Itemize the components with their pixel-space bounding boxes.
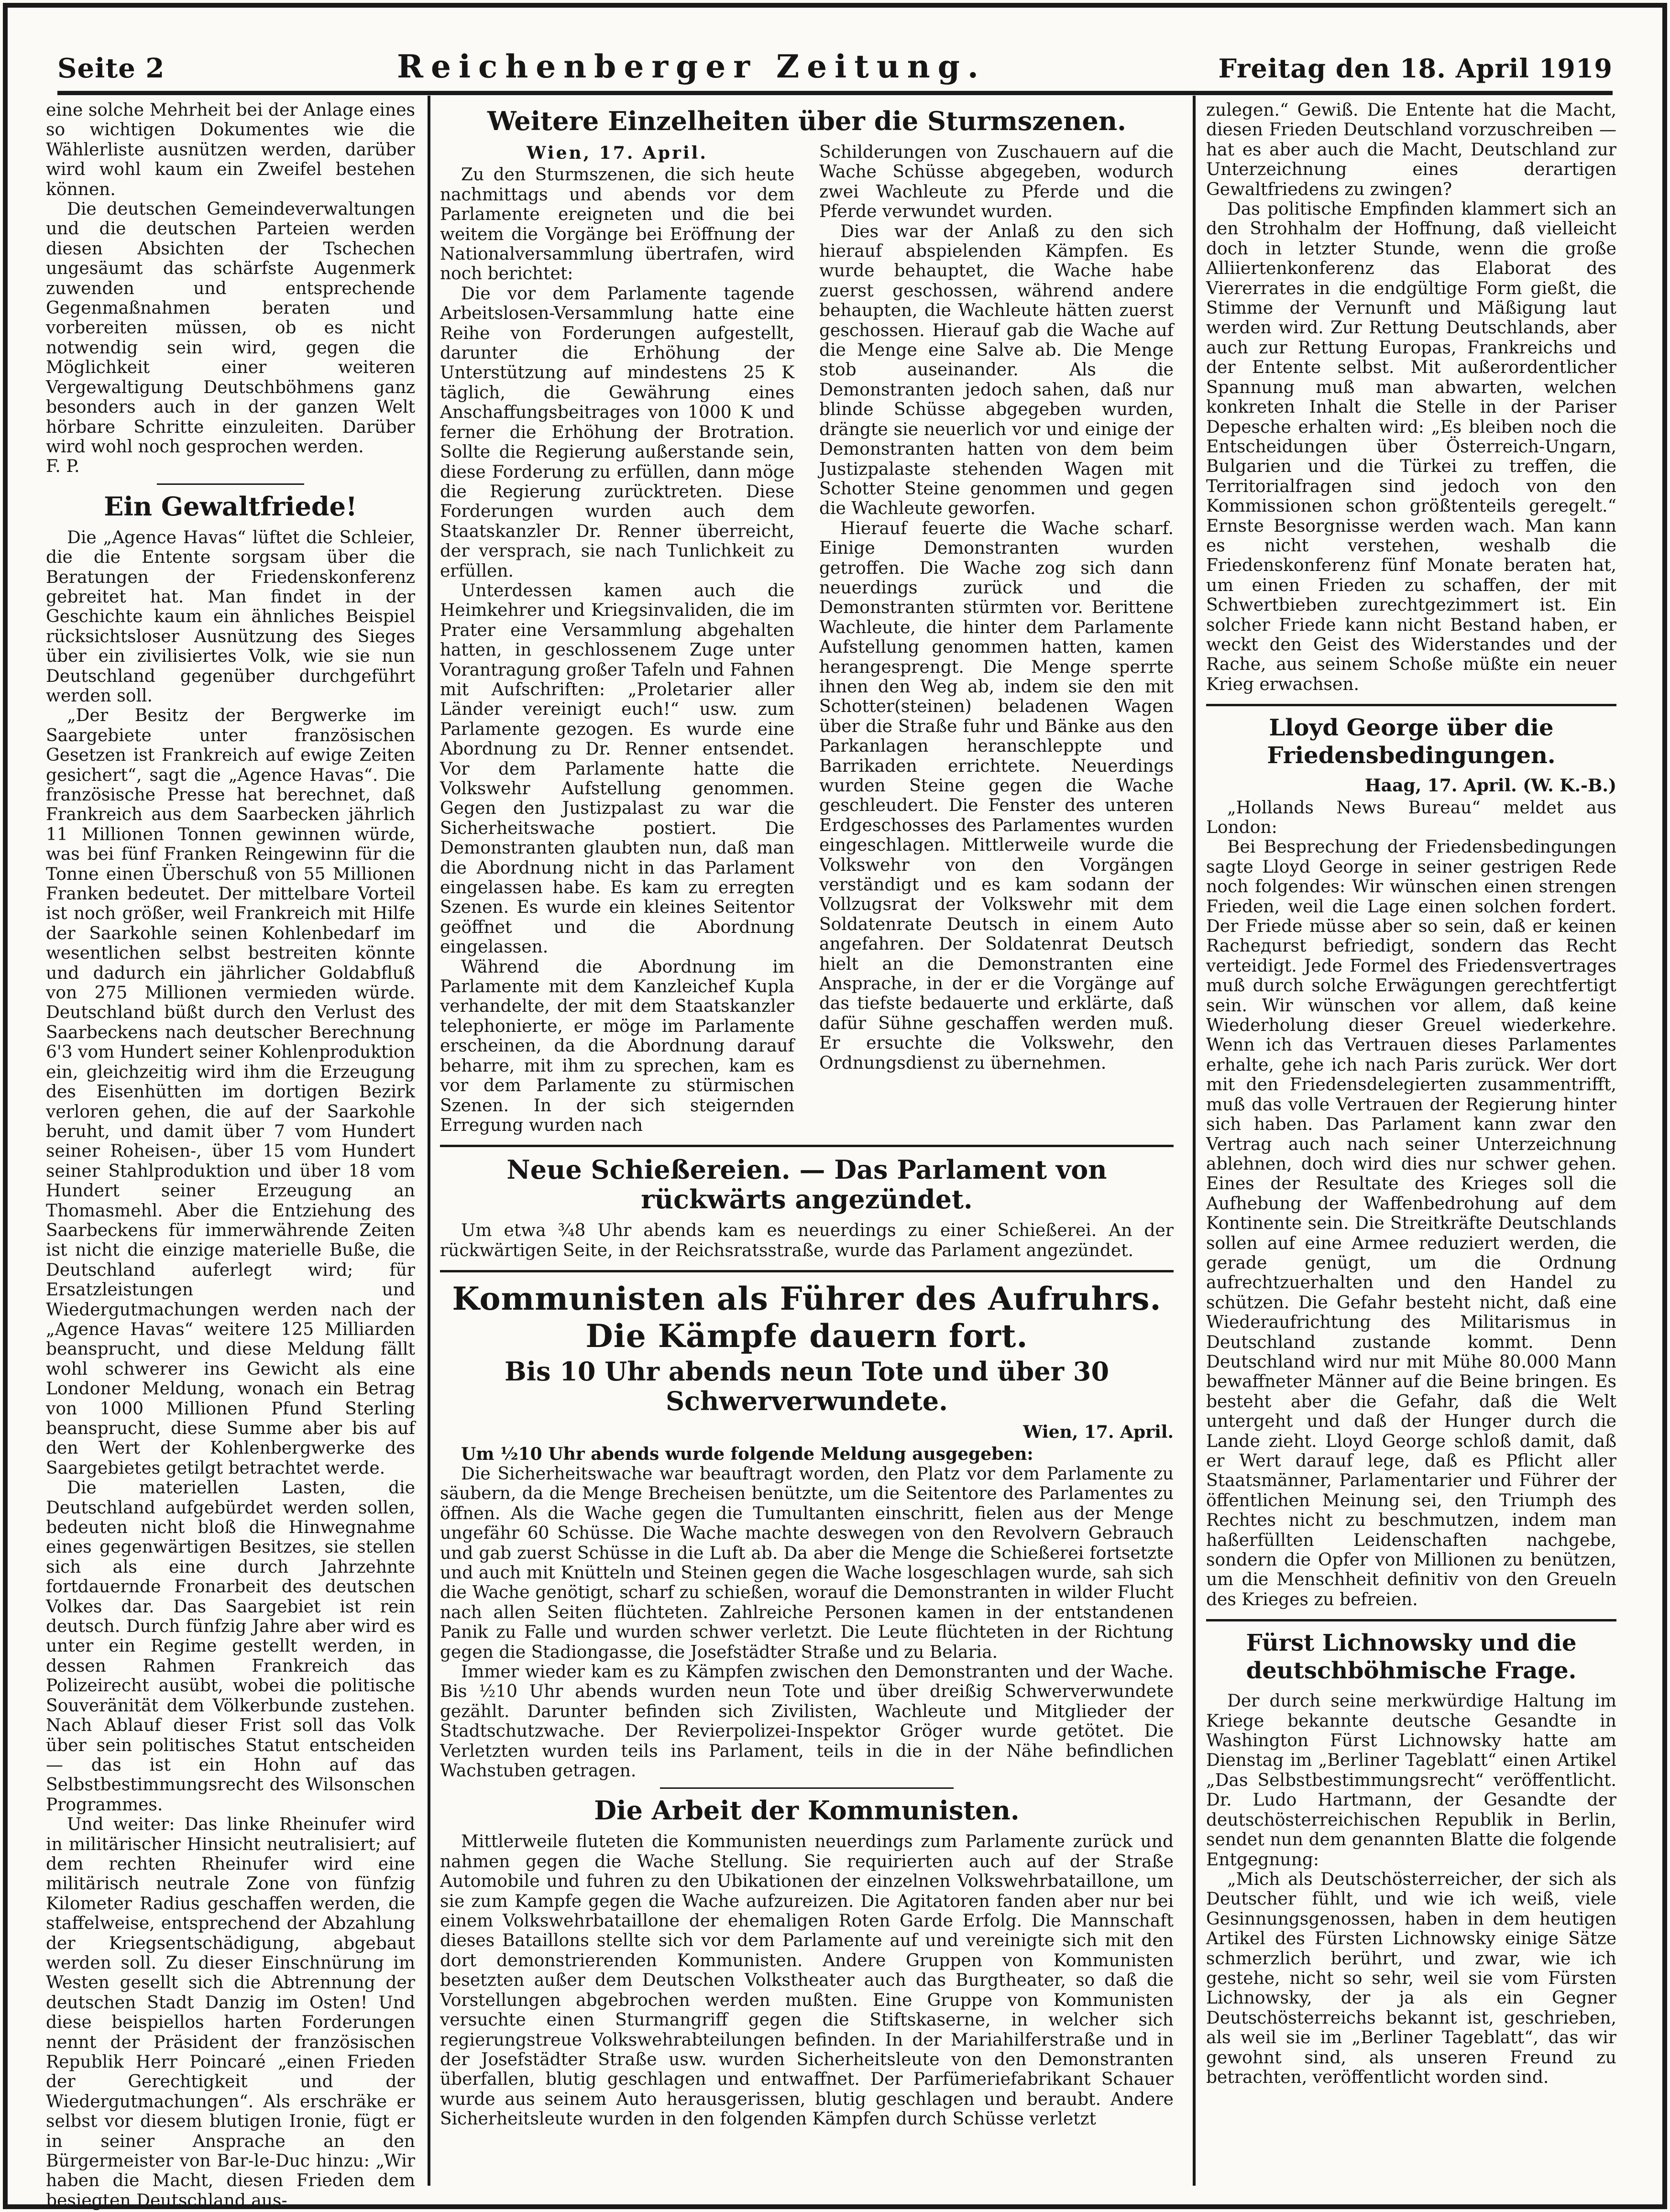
paragraph: Um ½10 Uhr abends wurde folgende Meldung ausgegeben: [461, 1444, 1033, 1464]
paragraph: Und weiter: Das linke Rheinufer wird in militärischer Hinsicht neutralisiert; auf dem rechten Rheinufer wird eine militärisch neutrale Zone von fünfzig Kilometer Radius geschaffen werden, die staffelweise, entsprechend der Abzahlung der Kriegsentschädigung, abgebaut werden soll. Zu dieser Einschnürung im Westen gesellt sich die Abtrennung der deutschen Stadt Danzig im Osten! Und diese beispiellos harten Forderungen nennt der Präsident der französischen Republik Herr Poincaré „einen Frieden der Gerechtigkeit und der Wiedergutmachungen“. Als erschräke er selbst vor diesem blutigen Ironie, fügt er in seiner Ansprache an den Bürgermeister von Bar-le-Duc hinzu: „Wir haben die Macht, diesen Frieden dem besiegten Deutschland aus- [46, 1815, 415, 2211]
column-left [46, 100, 416, 2211]
dateline: Wien, 17. April. [1023, 1422, 1174, 1443]
article-lloyd-george [1206, 714, 1616, 1610]
article-sturmszenen [440, 106, 1174, 1135]
dateline: Haag, 17. April. (W. K.-B.) [1364, 776, 1616, 796]
paragraph: Das politische Empfinden klammert sich an den Strohhalm der Hoffnung, daß vielleicht doch in letzter Stunde, wenn die große Alliiertenkonferenz das Elaborat des Viererrates in die endgültige Form gießt, die Stimme der Vernunft und Mäßigung laut werden wird. Zur Rettung Deutschlands, aber auch zur Rettung Europas, Frankreichs und der Entente selbst. Mit außerordentlicher Spannung muß man abwarten, welchen konkreten Inhalt die Stelle in der Pariser Depesche erhalten wird: „Es bleiben noch die Entscheidungen über Österreich-Ungarn, Bulgarien und die Türkei zu treffen, die Territorialfragen sind jedoch von den Kommissionen schon größtenteils geregelt.“ Ernste Besorgnisse werden wach. Man kann es nicht verstehen, weshalb die Friedenskonferenz fünf Monate beraten hat, um einen Frieden zu schaffen, der mit Schwertbieben zurechtgezimmert ist. Ein solcher Friede kann nicht Bestand haben, er weckt den Geist des Widerstandes und der Rache, aus seinem Schoße müßte ein neuer Krieg erwachsen. [1206, 199, 1616, 694]
paragraph: Die materiellen Lasten, die Deutschland aufgebürdet werden sollen, bedeuten nicht bloß die Hinwegnahme eines gegenwärtigen Besitzes, sie stellen sich als eine durch Jahrzehnte fortdauernde Fronarbeit des deutschen Volkes dar. Das Saargebiet ist rein deutsch. Durch fünfzig Jahre aber wird es unter ein Regime gestellt werden, in dessen Rahmen Frankreich das Polizeirecht ausübt, wobei die politische Souveränität dem Völkerbunde zustehen. Nach Ablauf dieser Frist soll das Volk über sein politisches Statut entscheiden — das ist ein Hohn auf das Selbstbestimmungsrecht des Wilsonschen Programmes. [46, 1478, 415, 1815]
paragraph: Zu den Sturmszenen, die sich heute nachmittags und abends vor dem Parlamente ereigneten und die bei weitem die Vorgänge bei Eröffnung der Nationalversammlung übertrafen, wird noch berichtet: [440, 165, 794, 284]
article-separator [440, 1270, 1174, 1272]
paragraph: „Mich als Deutschösterreicher, der sich als Deutscher fühlt, und wie ich weiß, viele Gesinnungsgenossen, haben in dem heutigen Artikel des Fürsten Lichnowsky einige Sätze schmerzlich berührt, und zwar, wie ich gestehe, nicht so sehr, weil sie vom Fürsten Lichnowsky, der ja als ein Gegner Deutschösterreichs bekannt ist, geschrieben, als weil sie im „Berliner Tageblatt“, das wir gewohnt sind, als unseren Freund zu betrachten, veröffentlicht worden sind. [1206, 1869, 1616, 2087]
paragraph: „Der Besitz der Bergwerke im Saargebiete unter französischen Gesetzen ist Frankreich auf ewige Zeiten gesichert“, sagt die „Agence Havas“. Die französische Presse hat berechnet, daß Frankreich aus dem Saarbecken jährlich 11 Millionen Tonnen gewinnen würde, was bei fünf Franken Reingewinn für die Tonne einen Überschuß von 55 Millionen Franken bedeutet. Der mittelbare Vorteil ist noch größer, weil Frankreich mit Hilfe der Saarkohle seinen Kohlenbedarf im wesentlichen selbst bestreiten könnte und dadurch ein jährlicher Goldabfluß von 275 Millionen vermieden würde. Deutschland büßt durch den Verlust des Saarbeckens nach deutscher Berechnung 6'3 vom Hundert seiner Kohlenproduktion ein, gleichzeitig wird ihm die Erzeugung des Eisenhütten im dortigen Bezirk verloren gehen, die auf der Saarkohle beruht, und damit über 7 vom Hundert seiner Roheisen-, über 15 vom Hundert seiner Stahlproduktion und über 18 vom Hundert seiner Erzeugung an Thomasmehl. Aber die Entziehung des Saarbeckens für immerwährende Zeiten ist nicht die einzige materielle Buße, die Deutschland auferlegt wird; für Ersatzleistungen und Wiedergutmachungen werden nach der „Agence Havas“ weitere 125 Milliarden beansprucht, und diese Meldung fällt wohl schwerer ins Gewicht als eine Londoner Meldung, wonach ein Betrag von 1000 Millionen Pfund Sterling beansprucht, diese Summe aber bis auf den Wert der Kohlenbergwerke des Saargebietes getilgt betrachtet werde. [46, 706, 416, 1478]
column-middle [440, 100, 1174, 2183]
headline: Die Arbeit der Kommunisten. [594, 1795, 1020, 1826]
subcolumn-right [819, 142, 1174, 1135]
paragraph: Bei Besprechung der Friedensbedingungen sagte Lloyd George in seiner gestrigen Rede noch folgendes: Wir wünschen einen strengen Frieden, weil die Lage einen solchen fordert. Der Friede müsse aber so sein, daß er keinen Racheдurst befriedigt, sondern das Recht verteidigt. Jede Formel des Friedensvertrages muß durch solche Erwägungen gerechtfertigt sein. Wir wünschen vor allem, daß keine Wiederholung dieser Greuel wiederkehre. Wenn ich das Vertrauen dieses Parlamentes erhalte, gehe ich nach Paris zurück. Wer dort mit den Friedensdelegierten zusammentrifft, muß das volle Vertrauen der Regierung hinter sich haben. Das Parlament kann zwar den Vertrag auch nach seiner Unterzeichnung ablehnen, doch wird dies nur schwer gehen. Eines der Resultate des Krieges soll die Aufhebung der Waffenbedrohung auf dem Kontinente sein. Die Streitkräfte Deutschlands sollen auf eine Armee reduziert werden, die gerade genügt, um die Ordnung aufrechtzuerhalten und den Handel zu schützen. Die Gefahr besteht nicht, daß eine Wiederaufrichtung des Militarismus in Deutschland zustande kommt. Denn Deutschland wird nur mit Mühe 80.000 Mann bewaffneter Männer auf die Beine bringen. Es besteht aber die Gefahr, daß die Welt untergeht und daß der Hunger durch die Lande zieht. Lloyd George schloß damit, daß er Wert darauf lege, daß es Pflicht aller Staatsmänner, Parlamentarier und Führer der öffentlichen Meinung sei, den Triumph des Rechtes nicht zu beschmutzen, indem man haßerfüllten Leidenschaften nachgebe, sondern die Opfer von Millionen zu benützen, um die Menschheit definitiv von den Greueln des Krieges zu befreien. [1206, 837, 1616, 1610]
article-separator [1206, 704, 1616, 706]
paragraph: Mittlerweile fluteten die Kommunisten neuerdings zum Parlamente zurück und nahmen gegen die Wache Stellung. Sie requirierten auch auf der Straße Automobile und fuhren zu den Ubikationen der einzelnen Volkswehrbataillone, um sie zum Kampfe gegen die Wache aufzureizen. Die Agitatoren fanden aber nur bei einem Volkswehrbataillone der ehemaligen Roten Garde Erfolg. Die Mannschaft dieses Bataillons stellte sich vor dem Parlamente auf und vereinigte sich mit den dort demonstrierenden Kommunisten. Andere Gruppen von Kommunisten besetzten außer dem Deutschen Volkstheater auch das Burgtheater, so daß die Vorstellungen abgebrochen werden mußten. Eine Gruppe von Kommunisten versuchte einen Sturmangriff gegen die Stiftskaserne, in welcher sich regierungstreue Volkswehrabteilungen befinden. In der Mariahilferstraße und in der Josefstädter Straße usw. wurden Sicherheitsleute von den Demonstranten überfallen, blutig geschlagen und entwaffnet. Der Parfümeriefabrikant Schauer wurde aus seinem Auto herausgerissen, blutig geschlagen und beraubt. Andere Sicherheitsleute wurden in den folgenden Kämpfen durch Schüsse verletzt [440, 1832, 1174, 2129]
column-right [1206, 100, 1616, 2183]
article-separator [1206, 1619, 1616, 1621]
issue-date: Freitag den 18. April 1919 [1218, 53, 1613, 84]
paragraph: Die Sicherheitswache war beauftragt worden, den Platz vor dem Parlamente zu säubern, da die Menge Brecheisen benützte, um die Seitentore des Parlamentes zu öffnen. Als die Wache gegen die Tumultanten einschritt, fielen aus der Menge ungefähr 60 Schüsse. Die Wache machte deswegen von den Revolvern Gebrauch und gab zuerst Schüsse in die Luft ab. Da aber die Menge die Schießerei fortsetzte und auch mit Knütteln und Steinen gegen die Wache losgeschlagen wurde, sah sich die Wache genötigt, scharf zu schießen, worauf die Demonstranten in wilder Flucht nach allen Seiten flüchteten. Zahlreiche Personen kamen in der entstandenen Panik zu Falle und wurden schwer verletzt. Die Leute flüchteten in der Richtung gegen die Stadiongasse, die Josefstädter Straße und zu Belaria. [440, 1464, 1174, 1662]
paragraph: Die „Agence Havas“ lüftet die Schleier, die die Entente sorgsam über die Beratungen der Friedenskonferenz gebreitet hat. Man findet in der Geschichte kaum ein ähnliches Beispiel rücksichtsloser Ausnützung des Sieges über ein zivilisiertes Volk, wie sie nun Deutschland gegenüber durchgeführt werden soll. [46, 527, 415, 706]
subheadline: Bis 10 Uhr abends neun Tote und über 30 Schwerverwundete. [504, 1356, 1110, 1417]
article-gewaltfriede [46, 492, 415, 2211]
headline: Neue Schießereien. — Das Parlament von rückwärts angezündet. [506, 1154, 1107, 1215]
article-separator [440, 1145, 1174, 1147]
two-column-body [440, 142, 1174, 1135]
headline: Weitere Einzelheiten über die Sturmszenen. [487, 106, 1126, 136]
paragraph: Die deutschen Gemeindeverwaltungen und die deutschen Parteien werden diesen Absichten der Tschechen ungesäumt das schärfste Augenmerk zuwenden und entsprechende Gegenmaßnahmen beraten und vorbereiten müssen, ob es nicht notwendig sein wird, gegen die Möglichkeit einer weiteren Vergewaltigung Deutschböhmens ganz besonders auch in der ganzen Welt hörbare Schritte einzuleiten. Darüber wird wohl noch gesprochen werden. [46, 199, 415, 457]
article-separator [157, 483, 305, 485]
paragraph: Die vor dem Parlamente tagende Arbeitslosen-Versammlung hatte eine Reihe von Forderungen aufgestellt, darunter die Erhöhung der Unterstützung auf mindestens 25 K täglich, die Gewährung eines Anschaffungsbeitrages von 1000 K und ferner die Erhöhung der Brotration. Sollte die Regierung außerstande sein, diese Forderung zu erfüllen, dann möge die Regierung zurücktreten. Diese Forderungen wurden auch dem Staatskanzler Dr. Renner überreicht, der versprach, sie nach Tunlichkeit zu erfüllen. [440, 284, 794, 581]
masthead-rule [57, 91, 1613, 95]
dateline: Wien, 17. April. [527, 143, 708, 163]
paragraph: Immer wieder kam es zu Kämpfen zwischen den Demonstranten und der Wache. Bis ½10 Uhr abends wurden neun Tote und über dreißig Schwerverwundete gezählt. Darunter befinden sich Zivilisten, Wachleute und Mitglieder der Stadtschutzwache. Der Revierpolizei-Inspektor Gröger wurde getötet. Die Verletzten wurden teils ins Parlament, teils in die in der Nähe befindlichen Wachstuben getragen. [440, 1662, 1174, 1781]
paragraph: Der durch seine merkwürdige Haltung im Kriege bekannte deutsche Gesandte in Washington Fürst Lichnowsky hatte am Dienstag im „Berliner Tageblatt“ einen Artikel „Das Selbstbestimmungsrecht“ veröffentlicht. Dr. Ludo Hartmann, der Gesandte der deutschösterreichischen Republik in Berlin, sendet nun dem genannten Blatte die folgende Entgegnung: [1206, 1691, 1616, 1870]
column-rule [1193, 96, 1196, 2186]
subcolumn-left [440, 142, 794, 1135]
article-continuation [46, 100, 415, 477]
paragraph: Um etwa ¾8 Uhr abends kam es neuerdings zu einer Schießerei. An der rückwärtigen Seite, in der Reichsratsstraße, wurde das Parlament angezündet. [440, 1221, 1174, 1260]
page-number: Seite 2 [57, 53, 165, 84]
article-schiessereien [440, 1155, 1174, 1260]
paragraph: eine solche Mehrheit bei der Anlage eines so wichtigen Dokumentes wie die Wählerliste ausnützen werden, darüber wird wohl kaum ein Zweifel bestehen können. [46, 100, 415, 199]
paragraph: Dies war der Anlaß zu den sich hierauf abspielenden Kämpfen. Es wurde behauptet, die Wache habe zuerst geschossen, während andere behaupten, die Wachleute hätten zuerst geschossen. Hierauf gab die Wache auf die Menge eine Salve ab. Die Menge stob auseinander. Als die Demonstranten jedoch sahen, daß nur blinde Schüsse abgegeben wurden, drängte sie neuerlich vor und einige der Demonstranten hatten von dem beim Justizpalaste stehenden Wagen mit Schotter Steine genommen und gegen die Wachleute geworfen. [819, 221, 1174, 519]
paragraph: Während die Abordnung im Parlamente mit dem Kanzleichef Kupla verhandelte, der mit dem Staatskanzler telephonierte, er möge im Parlamente erscheinen, da die Abordnung darauf beharre, mit ihm zu sprechen, kam es vor dem Parlamente zu stürmischen Szenen. In der sich steigernden Erregung wurden nach [440, 957, 794, 1135]
headline: Kommunisten als Führer des Aufruhrs. Die Kämpfe dauern fort. [452, 1280, 1162, 1355]
article-arbeit [440, 1796, 1174, 2129]
headline: Ein Gewaltfriede! [104, 491, 357, 522]
masthead [57, 48, 1613, 91]
author-signature: F. P. [46, 457, 80, 477]
headline: Lloyd George über die Friedensbedingungen. [1267, 714, 1556, 769]
paragraph: zulegen.“ Gewiß. Die Entente hat die Macht, diesen Frieden Deutschland vorzuschreiben — hat es aber auch die Macht, Deutschland zur Unterzeichnung eines derartigen Gewaltfriedens zu zwingen? [1206, 100, 1616, 199]
paragraph: Hierauf feuerte die Wache scharf. Einige Demonstranten wurden getroffen. Die Wache zog sich dann neuerdings zurück und die Demonstranten stürmten vor. Berittene Wachleute, die hinter dem Parlamente Aufstellung genommen hatten, kamen herangesprengt. Die Menge sperrte ihnen den Weg ab, indem sie den mit Schotter(steinen) beladenen Wagen über die Straße fuhr und Bänke aus den Parkanlagen heranschleppte und Barrikaden errichtete. Neuerdings wurden Steine gegen die Wache geschleudert. Die Fenster des unteren Erdgeschosses des Parlamentes wurden eingeschlagen. Mittlerweile wurde die Volkswehr von den Vorgängen verständigt und es kam sodann der Vollzugsrat der Volkswehr mit dem Soldatenrate Deutsch in einem Auto angefahren. Der Soldatenrat Deutsch hielt an die Demonstranten eine Ansprache, in der er die Vorgänge auf das tiefste bedauerte und erklärte, daß dafür Sühne geschaffen werden muß. Er ersuchte die Volkswehr, den Ordnungsdienst zu übernehmen. [819, 518, 1174, 1073]
column-rule [428, 96, 430, 2186]
paragraph: „Hollands News Bureau“ meldet aus London: [1206, 798, 1616, 837]
headline: Fürst Lichnowsky und die deutschböhmische Frage. [1246, 1630, 1577, 1685]
article-separator [660, 1787, 954, 1789]
article-kommunisten [440, 1280, 1174, 1781]
paragraph: Schilderungen von Zuschauern auf die Wache Schüsse abgegeben, wodurch zwei Wachleute zu Pferde und die Pferde verwundet wurden. [819, 142, 1174, 222]
article-lichnowsky [1206, 1629, 1616, 2087]
article-continuation [1206, 100, 1616, 694]
newspaper-title: Reichenberger Zeitung. [397, 48, 986, 85]
paragraph: Unterdessen kamen auch die Heimkehrer und Kriegsinvaliden, die im Prater eine Versammlung abgehalten hatten, in geschlossenem Zuge unter Vorantragung großer Tafeln und Fahnen mit Aufschriften: „Proletarier aller Länder vereinigt euch!“ usw. zum Parlamente gezogen. Es wurde eine Abordnung zu Dr. Renner entsendet. Vor dem Parlamente hatte die Volkswehr Aufstellung genommen. Gegen den Justizpalast zu war die Sicherheitswache postiert. Die Demonstranten glaubten nun, daß man die Abordnung nicht in das Parlament eingelassen habe. Es kam zu erregten Szenen. Es wurde ein kleines Seitentor geöffnet und die Abordnung eingelassen. [440, 580, 794, 957]
